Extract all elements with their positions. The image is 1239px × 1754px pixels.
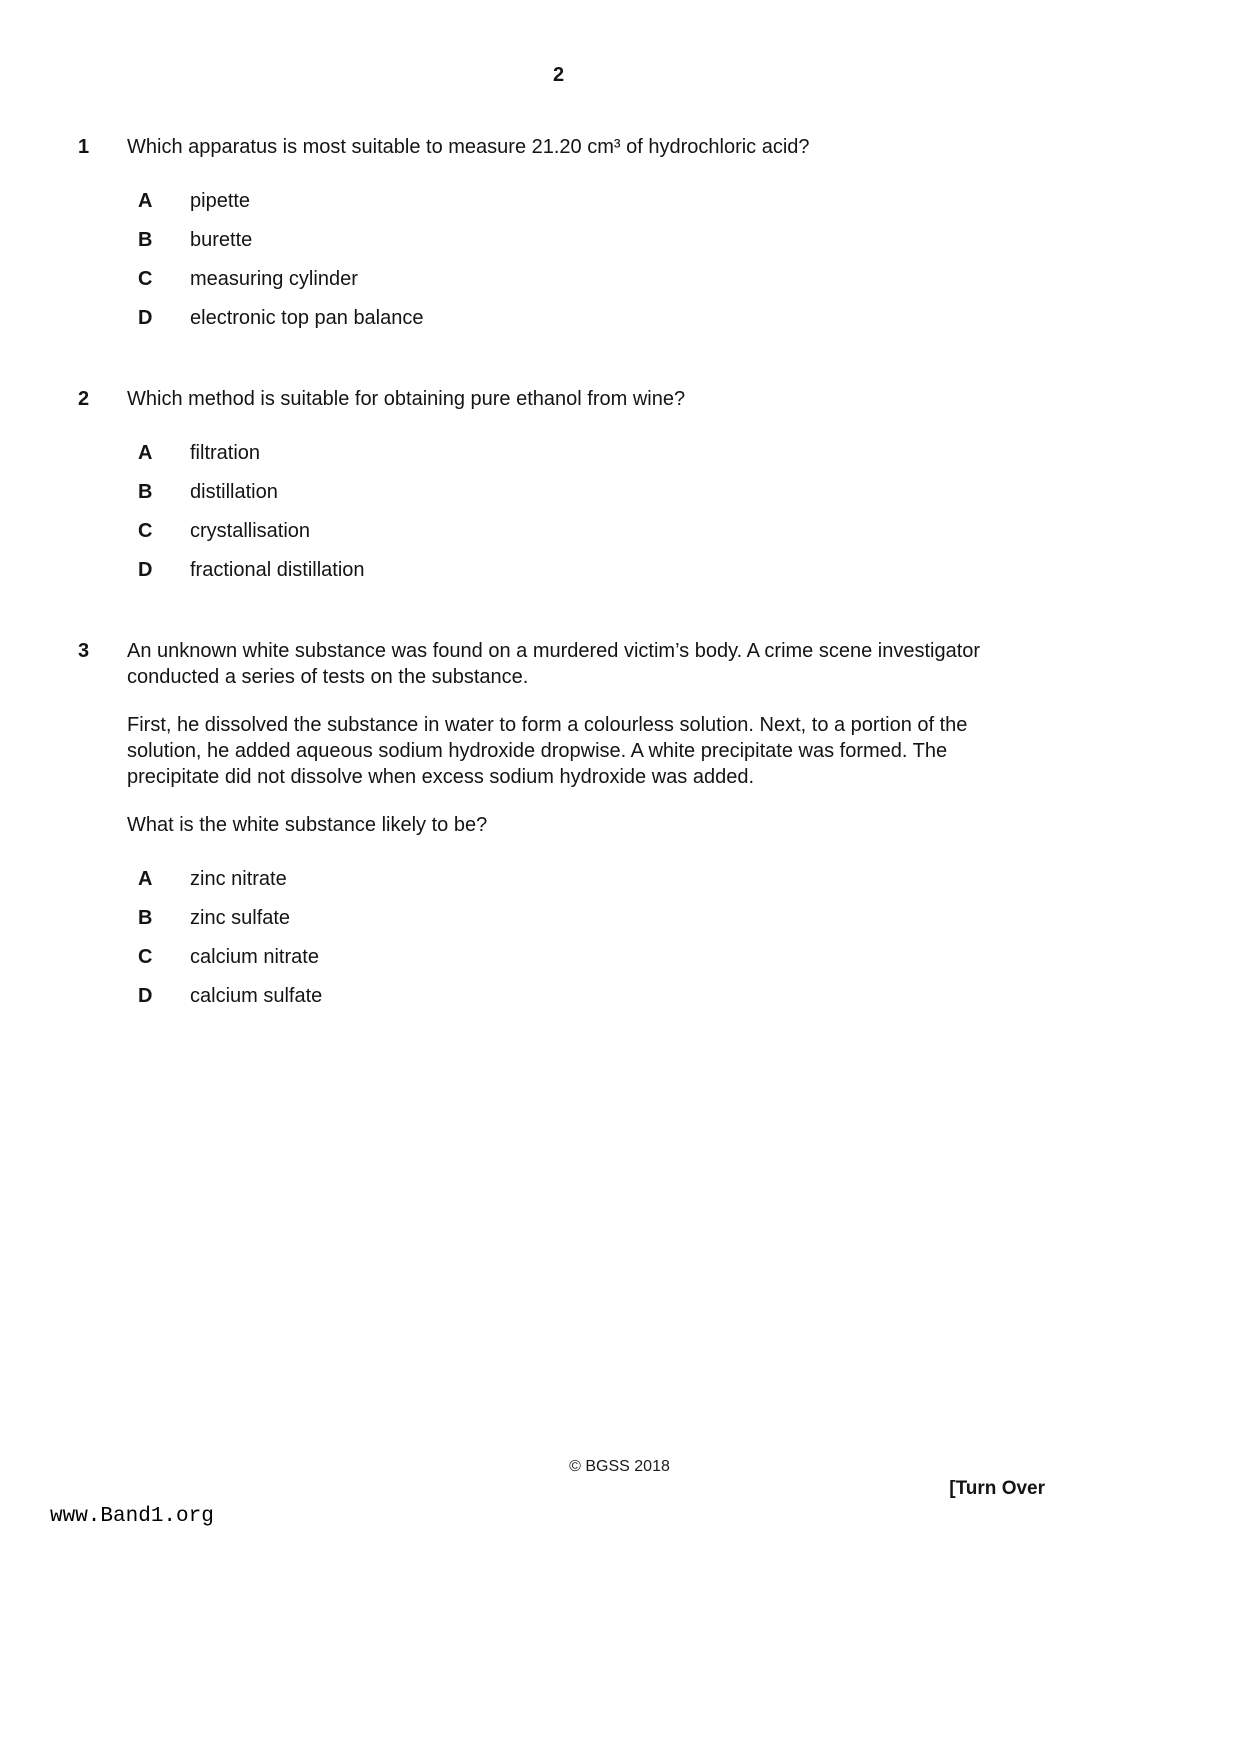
question-1 xyxy=(78,134,1039,344)
option-text: pipette xyxy=(190,190,251,212)
turn-over-label: [Turn Over xyxy=(949,1478,1045,1499)
option-text: burette xyxy=(190,229,253,251)
option-text: electronic top pan balance xyxy=(190,307,424,329)
option-row xyxy=(138,266,1039,292)
option-row xyxy=(138,905,1039,931)
option-text: zinc nitrate xyxy=(190,868,287,890)
option-letter: B xyxy=(138,907,153,929)
option-text: distillation xyxy=(190,481,278,503)
option-row xyxy=(138,866,1039,892)
question-number: 3 xyxy=(78,640,90,662)
question-paragraph: What is the white substance likely to be? xyxy=(127,814,488,836)
options-list xyxy=(138,866,1039,1009)
option-text: zinc sulfate xyxy=(190,907,291,929)
question-text: Which apparatus is most suitable to measure 21.20 cm³ of hydrochloric acid? xyxy=(127,136,810,158)
question-body xyxy=(127,386,1039,596)
option-letter: C xyxy=(138,946,153,968)
question-paragraph: First, he dissolved the substance in water to form a colourless solution. Next, to a portion of the solution, he added aqueous sodium hydroxide dropwise. A white precipitate was formed. The precipitate did not dissolve when excess sodium hydroxide was added. xyxy=(127,714,968,788)
option-text: measuring cylinder xyxy=(190,268,358,290)
watermark-url: www.Band1.org xyxy=(50,1505,214,1528)
option-letter: D xyxy=(138,985,153,1007)
option-row xyxy=(138,227,1039,253)
option-row xyxy=(138,188,1039,214)
question-3 xyxy=(78,638,1039,1022)
option-letter: D xyxy=(138,307,153,329)
question-text: Which method is suitable for obtaining pure ethanol from wine? xyxy=(127,388,686,410)
option-text: filtration xyxy=(190,442,261,464)
option-letter: A xyxy=(138,442,153,464)
question-2 xyxy=(78,386,1039,596)
option-row xyxy=(138,440,1039,466)
question-body xyxy=(127,134,1039,344)
options-list xyxy=(138,188,1039,331)
option-row xyxy=(138,983,1039,1009)
footer-copyright: © BGSS 2018 xyxy=(569,1458,670,1475)
options-list xyxy=(138,440,1039,583)
option-letter: B xyxy=(138,229,153,251)
question-body xyxy=(127,638,1039,1022)
question-number: 2 xyxy=(78,388,90,410)
option-letter: C xyxy=(138,268,153,290)
option-letter: D xyxy=(138,559,153,581)
option-text: fractional distillation xyxy=(190,559,365,581)
option-letter: A xyxy=(138,190,153,212)
option-text: calcium nitrate xyxy=(190,946,319,968)
option-row xyxy=(138,479,1039,505)
option-text: crystallisation xyxy=(190,520,311,542)
page-number: 2 xyxy=(552,64,565,86)
option-text: calcium sulfate xyxy=(190,985,323,1007)
option-letter: A xyxy=(138,868,153,890)
question-number: 1 xyxy=(78,136,90,158)
option-row xyxy=(138,557,1039,583)
option-letter: B xyxy=(138,481,153,503)
option-letter: C xyxy=(138,520,153,542)
question-paragraph: An unknown white substance was found on a murdered victim’s body. A crime scene investigator conducted a series of tests on the substance. xyxy=(127,640,981,688)
option-row xyxy=(138,944,1039,970)
option-row xyxy=(138,518,1039,544)
option-row xyxy=(138,305,1039,331)
